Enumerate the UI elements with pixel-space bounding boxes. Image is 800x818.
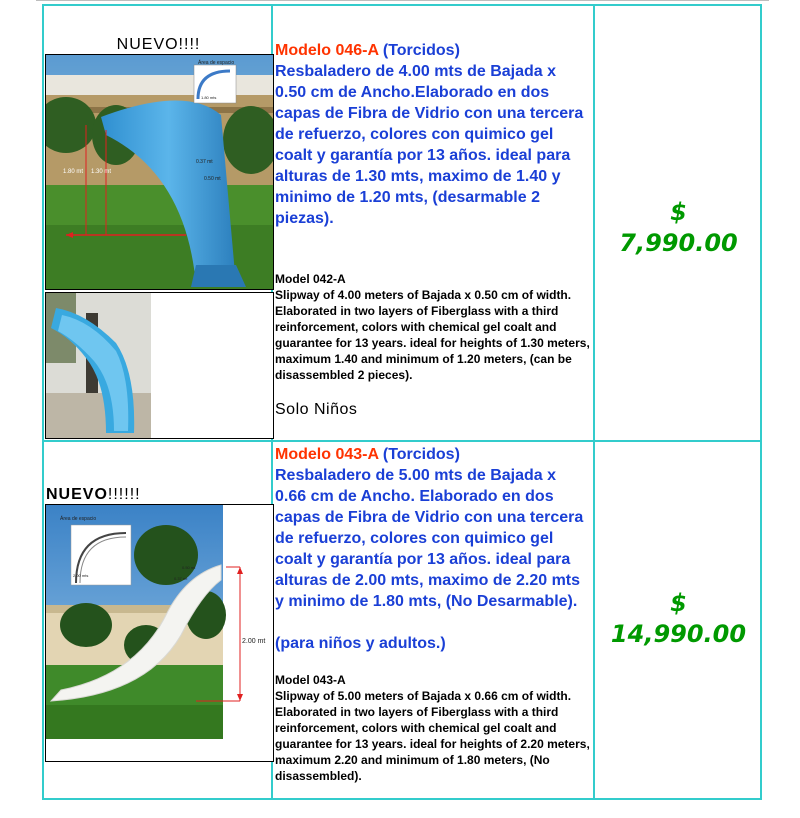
- new-label: NUEVO!!!!: [116, 36, 201, 53]
- area-label: Área de espacio: [60, 516, 97, 522]
- height-label-a: 1.80 mt: [63, 169, 84, 175]
- top-divider: [36, 0, 769, 1]
- price-cell: [594, 5, 761, 441]
- english-description: Slipway of 4.00 meters of Bajada x 0.50 cm of width. Elaborated in two layers of Fiberglass with a third reinforcement, colors with chemical gel coalt and guarantee for 13 years. ideal for heights of 1.30 meters, maximum 1.40 and minimum of 1.20 meters, (can be disassembled 2 pieces).: [275, 288, 590, 382]
- slide-photo-main: [45, 504, 274, 762]
- price-value: 14,990.00: [610, 620, 747, 648]
- model-name: Modelo 046-A: [275, 42, 379, 59]
- inset-label: 2.00 mts: [73, 573, 89, 578]
- model-title: [275, 444, 591, 465]
- spanish-description: Resbaladero de 5.00 mts de Bajada x 0.66 cm de Ancho. Elaborado en dos capas de Fibra de Vidrio con una tercera de refuerzo, colores con quimico gel coalt y garantía por 13 años. ideal para alturas de 2.00 mts, maximo de 2.20 mts y minimo de 1.80 mts, (No Desarmable).: [275, 467, 584, 610]
- area-label: Área de espacio: [198, 60, 235, 66]
- inset-label: 1.80 mts: [201, 95, 217, 100]
- width-label-b: 0.37 mt: [174, 576, 188, 581]
- model-name: Modelo 043-A: [275, 446, 379, 463]
- price-value: 7,990.00: [619, 229, 738, 257]
- new-label: [46, 486, 141, 504]
- height-label: 2.00 mt: [242, 638, 266, 645]
- audience-note: (para niños y adultos.): [275, 635, 446, 652]
- english-description: Slipway of 5.00 meters of Bajada x 0.66 cm of width. Elaborated in two layers of Fiberglass with a third reinforcement, colors with chemical gel coalt and guarantee for 13 years. ideal for heights of 2.20 meters, maximum 2.20 and minimum of 1.80 meters, (No disassembled).: [275, 689, 590, 783]
- slide-photo-secondary: [45, 292, 274, 439]
- product-row: [43, 441, 761, 799]
- audience-note: Solo Niños: [275, 401, 358, 418]
- product-table: [42, 4, 762, 800]
- price-cell: [594, 441, 761, 799]
- product-image-cell: [43, 5, 272, 441]
- price-symbol: $: [670, 589, 687, 617]
- model-type: (Torcidos): [378, 42, 460, 59]
- slide-photo-main: [45, 54, 274, 290]
- width-label-a: 0.50 mt: [182, 565, 196, 570]
- spanish-description: Resbaladero de 4.00 mts de Bajada x 0.50 cm de Ancho.Elaborado en dos capas de Fibra de Vidrio con una tercera de refuerzo, colores con quimico gel coalt y garantía por 13 años. ideal para alturas de 1.30 mts, maximo de 1.40 y minimo de 1.20 mts, (desarmable 2 piezas).: [275, 63, 584, 227]
- product-row: [43, 5, 761, 441]
- product-image-cell: [43, 441, 272, 799]
- product-description-cell: [272, 5, 594, 441]
- width-label-b: 0.50 mt: [204, 176, 221, 182]
- english-model: Model 042-A: [275, 272, 346, 286]
- price-symbol: $: [670, 198, 687, 226]
- model-title: [275, 40, 591, 61]
- model-type: (Torcidos): [378, 446, 460, 463]
- width-label-a: 0.37 mt: [196, 159, 213, 165]
- height-label-b: 1.30 mt: [91, 169, 112, 175]
- english-model: Model 043-A: [275, 673, 346, 687]
- product-description-cell: [272, 441, 594, 799]
- new-label-exclaim: !!!!!!: [107, 486, 141, 503]
- product-table-container: [36, 4, 769, 818]
- new-label-bold: NUEVO: [46, 486, 108, 503]
